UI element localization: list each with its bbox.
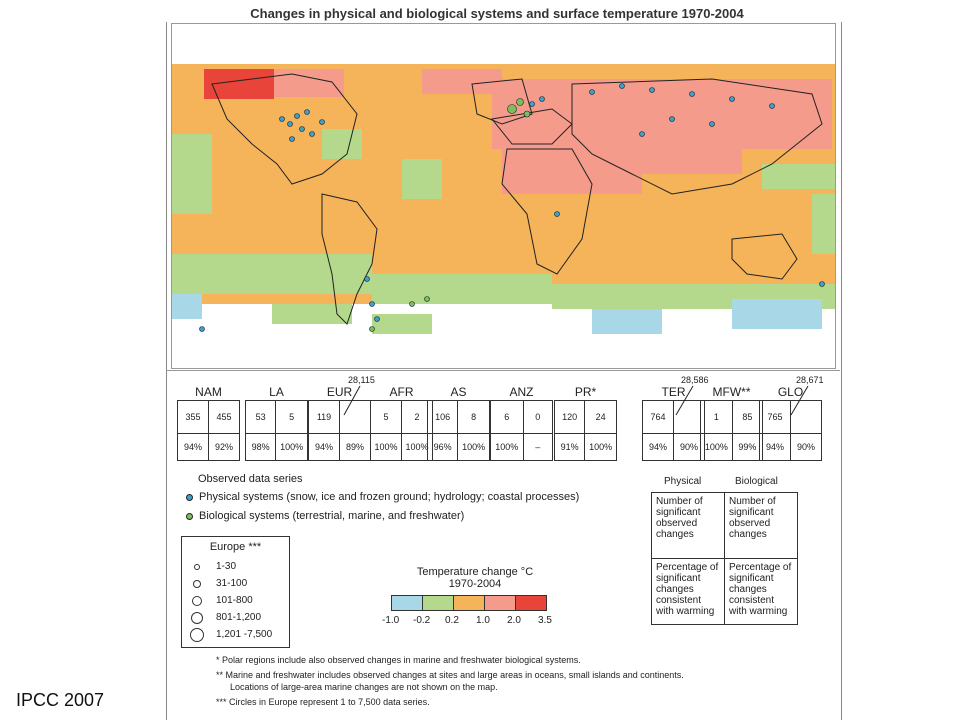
legend-title: Observed data series: [198, 473, 303, 485]
region-biological-pct: 89%: [340, 434, 371, 461]
biological-dot-icon: [186, 513, 193, 520]
legend-physical-label: Physical systems (snow, ice and frozen ground; hydrology; coastal processes): [199, 491, 580, 503]
region-name: AFR: [389, 385, 414, 399]
region-biological-count: 5: [276, 401, 308, 434]
europe-size-label: 801-1,200: [216, 612, 262, 623]
ter-callout: 28,586: [681, 375, 709, 385]
region-biological-pct: 92%: [209, 434, 240, 461]
temperature-legend-title: [390, 566, 560, 590]
physical-dot-icon: [186, 494, 193, 501]
region-biological-pct: 100%: [458, 434, 490, 461]
region-physical-count: 6: [491, 401, 524, 434]
region-biological-count: 0: [523, 401, 552, 434]
region-physical-count: 355: [178, 401, 209, 434]
glo-callout: 28,671: [796, 375, 824, 385]
europe-legend-title: Europe ***: [209, 541, 262, 553]
region-physical-pct: 98%: [246, 434, 276, 461]
temp-tick: 2.0: [507, 615, 521, 626]
region-name: MFW**: [712, 385, 751, 399]
europe-size-label: 1,201 -7,500: [216, 629, 273, 640]
region-physical-count: 765: [760, 401, 791, 434]
region-name: ANZ: [509, 385, 534, 399]
region-physical-count: 1: [701, 401, 733, 434]
region-biological-count: 85: [732, 401, 762, 434]
temp-tick: 0.2: [445, 615, 459, 626]
region-biological-count: 455: [209, 401, 240, 434]
region-biological-pct: 100%: [585, 434, 617, 461]
swatch-5: [515, 595, 547, 611]
temp-tick: 3.5: [538, 615, 552, 626]
region-physical-pct: 100%: [701, 434, 733, 461]
glo-arrow: [791, 386, 808, 415]
region-physical-pct: 94%: [643, 434, 674, 461]
region-physical-pct: 94%: [178, 434, 209, 461]
europe-size-row: [190, 629, 272, 640]
row1-physical: Number of significant observed changes: [652, 493, 725, 559]
row2-physical: Percentage of significant changes consistent with warming: [652, 559, 725, 625]
row1-biological: Number of significant observed changes: [725, 493, 798, 559]
row2-biological: Percentage of significant changes consistent with warming: [725, 559, 798, 625]
region-name: GLO: [777, 385, 804, 399]
legend-biological-label: Biological systems (terrestrial, marine, and freshwater): [199, 510, 465, 522]
region-biological-pct: –: [523, 434, 552, 461]
circle-size-2-icon: [193, 580, 201, 588]
region-physical-count: 119: [309, 401, 340, 434]
footnote: ** Marine and freshwater includes observed changes at sites and large areas in oceans, small islands and continents.: [216, 670, 684, 680]
circle-size-4-icon: [191, 612, 203, 624]
legend-physical: [186, 491, 579, 503]
region-name: AS: [450, 385, 467, 399]
europe-size-row: [190, 612, 261, 623]
region-biological-pct: 90%: [674, 434, 705, 461]
europe-size-row: [190, 595, 253, 606]
circle-size-3-icon: [192, 596, 202, 606]
eur-callout: 28,115: [348, 375, 375, 385]
region-name: EUR: [326, 385, 353, 399]
circle-size-5-icon: [190, 628, 204, 642]
circle-size-1-icon: [194, 564, 200, 570]
europe-size-label: 1-30: [216, 561, 237, 572]
temperature-title: Temperature change °C: [416, 566, 534, 578]
region-physical-pct: 100%: [371, 434, 402, 461]
region-name: TER: [661, 385, 686, 399]
chart-title: Changes in physical and biological systems and surface temperature 1970-2004: [250, 6, 744, 21]
region-physical-count: 120: [555, 401, 585, 434]
europe-size-legend: [181, 536, 290, 648]
region-physical-pct: 100%: [491, 434, 524, 461]
temp-tick: 1.0: [476, 615, 490, 626]
region-name: PR*: [574, 385, 597, 399]
region-biological-pct: 99%: [732, 434, 762, 461]
region-biological-pct: 90%: [791, 434, 822, 461]
region-name: LA: [269, 385, 284, 399]
region-physical-count: 53: [246, 401, 276, 434]
temperature-period: 1970-2004: [448, 578, 502, 590]
explanation-table: [651, 492, 798, 625]
temp-tick: -1.0: [382, 615, 400, 626]
europe-size-label: 31-100: [216, 578, 248, 589]
eur-arrow: [344, 386, 360, 415]
physical-header: Physical: [664, 476, 702, 487]
ter-arrow: [676, 386, 693, 415]
europe-size-label: 101-800: [216, 595, 253, 606]
region-biological-count: 2: [402, 401, 433, 434]
region-physical-count: 764: [643, 401, 674, 434]
swatch-1: [391, 595, 423, 611]
swatch-4: [484, 595, 516, 611]
temp-tick: -0.2: [413, 615, 431, 626]
region-physical-pct: 94%: [760, 434, 791, 461]
europe-size-row: [190, 578, 247, 589]
region-physical-pct: 91%: [555, 434, 585, 461]
region-name: NAM: [195, 385, 222, 399]
region-biological-count: 8: [458, 401, 490, 434]
region-physical-count: 5: [371, 401, 402, 434]
credit-label: IPCC 2007: [16, 690, 105, 710]
footnote: *** Circles in Europe represent 1 to 7,500 data series.: [216, 697, 430, 707]
footnote: Locations of large-area marine changes are not shown on the map.: [230, 682, 498, 692]
region-physical-pct: 96%: [428, 434, 458, 461]
region-physical-count: 106: [428, 401, 458, 434]
legend-biological: [186, 510, 464, 522]
biological-header: Biological: [735, 476, 778, 487]
footnote: * Polar regions include also observed changes in marine and freshwater biological systems.: [216, 655, 581, 665]
swatch-2: [422, 595, 454, 611]
region-biological-pct: 100%: [402, 434, 433, 461]
europe-size-row: [190, 561, 236, 572]
region-physical-pct: 94%: [309, 434, 340, 461]
region-biological-pct: 100%: [276, 434, 308, 461]
region-biological-count: 24: [585, 401, 617, 434]
swatch-3: [453, 595, 485, 611]
